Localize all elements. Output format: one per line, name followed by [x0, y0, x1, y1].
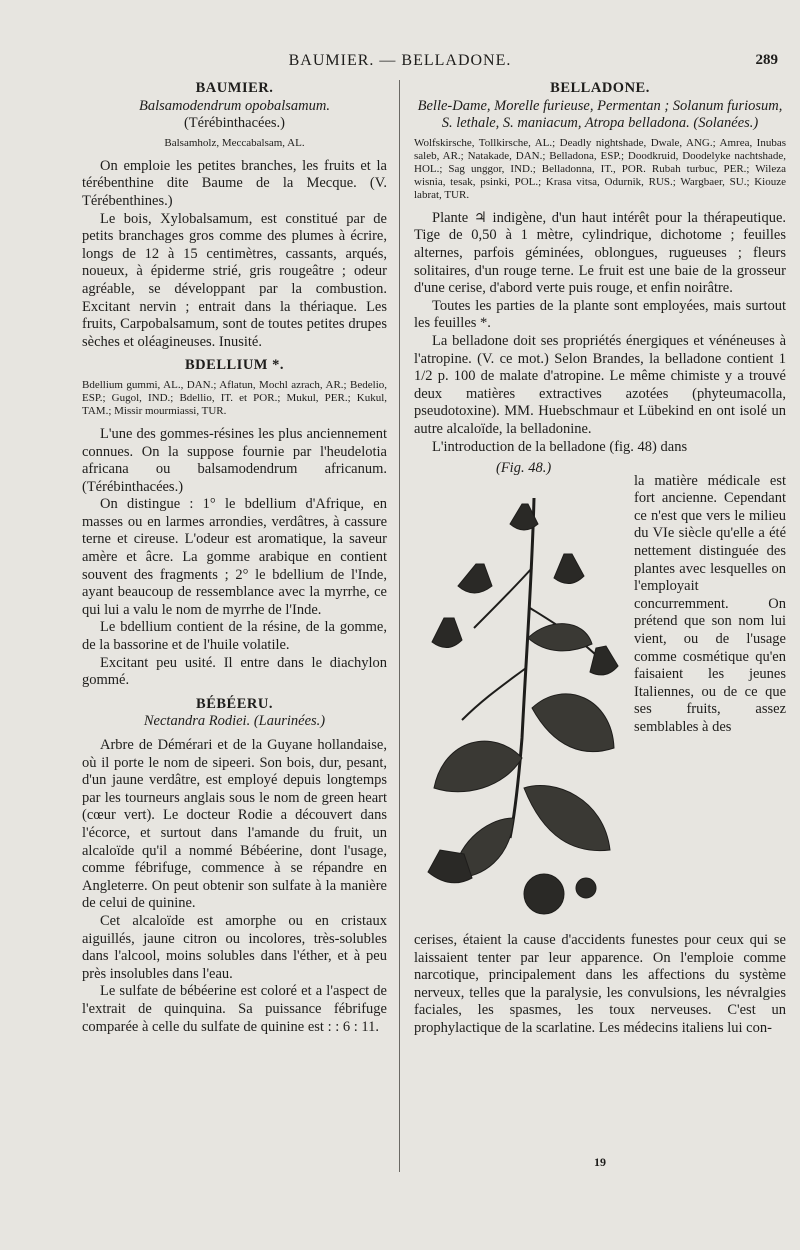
paragraph: La belladone doit ses propriétés énergiques et vénéneuses à l'atropine. (V. ce mot.) Selon Brandes, la belladone contient 1 1/2 p. 100 de malate d'atropine. Le même chimiste y a trouvé deux matières extractives azotées (phyteumacolla, pseudotoxine). MM. Huebschmaur et Lübekind en ont isolé un autre alcaloïde, la belladonine.	[414, 332, 786, 437]
figure-side-text: la matière médicale est fort ancienne. Cependant ce n'est que vers le milieu du VIe siècle qu'elle a été nettement distinguée des plantes avec lesquelles on l'employait concurremment. On prétend que son nom lui vient, ou de l'usage comme cosmétique qu'en faisaient les jeunes Italiennes, ou de ce que ses fruits, assez semblables à des	[634, 472, 786, 735]
foreign-names: Balsamholz, Meccabalsam, AL.	[164, 136, 305, 149]
entry-baumier	[82, 80, 387, 351]
paragraph-lead: L'introduction de la belladone (fig. 48) dans	[432, 438, 688, 455]
paragraph: On distingue : 1° le bdellium d'Afrique, en masses ou en larmes arrondies, verdâtres, à cassure terne et cireuse. L'odeur est aromatique, la saveur amère et âcre. La gomme arabique en contient souvent des fragments ; 2° le bdellium de l'Inde, ayant beaucoup de ressemblance avec la myrrhe, ce qui lui a valu le nom de myrrhe de l'Inde.	[82, 496, 387, 618]
paragraph: Excitant peu usité. Il entre dans le diachylon gommé.	[82, 654, 387, 689]
running-title: BAUMIER. — BELLADONE.	[288, 52, 512, 69]
foreign-names: Wolfskirsche, Tollkirsche, AL.; Deadly nightshade, Dwale, ANG.; Amrea, Inubas saleb, AR.; Natakade, DAN.; Belladona, ESP.; Doodkruid, Doodelyke nachtshade, HOL.; Sag unggor, IND.; Belladonna, IT., POR. Rubah turbuc, PER.; Wileza wisnia, tesak, psinki, POL.; Krasa vitsa, Odurnik, RUS.; Wargbaer, SU.; Kiouze labrat, TUR.	[414, 136, 786, 201]
paragraph: Toutes les parties de la plante sont employées, mais surtout les feuilles *.	[414, 297, 786, 332]
signature-mark: 19	[594, 1155, 606, 1169]
entry-heading: BAUMIER.	[195, 80, 274, 96]
entry-belladone	[414, 80, 786, 1038]
paragraph: L'une des gommes-résines les plus anciennement connues. On la suppose fournie par l'heudelotia africana ou balsamodendrum africanum. (Térébinthacées.)	[82, 425, 387, 495]
page-number: 289	[755, 52, 778, 68]
paragraph: Le sulfate de bébéerine est coloré et a l'aspect de l'extrait de quinquina. Sa puissance fébrifuge comparée à celle du sulfate de quinine est : : 6 : 11.	[82, 983, 387, 1035]
column-divider	[399, 80, 400, 1172]
figure-caption: (Fig. 48.)	[496, 460, 552, 477]
latin-name: Nectandra Rodiei. (Laurinées.)	[143, 713, 326, 730]
paragraph: Le bois, Xylobalsamum, est constitué par de petits branchages gros comme des plumes à écrire, longs de 12 à 15 centimètres, cassants, arqués, noueux, à épiderme strié, gris rougeâtre ; odeur agréable, se développant par la combustion. Excitant nervin ; entrait dans la thériaque. Les fruits, Carpobalsamum, sont de toutes petites drupes sèches et oléagineuses. Inusité.	[82, 210, 387, 350]
entry-heading: BDELLIUM *.	[185, 357, 284, 374]
paragraph: Cet alcaloïde est amorphe ou en cristaux aiguillés, jaune citron ou incolores, très-solubles dans l'alcool, moins solubles dans l'éther, et à peu près insolubles dans l'eau.	[82, 912, 387, 982]
paragraph: Le bdellium contient de la résine, de la gomme, de la bassorine et de l'huile volatile.	[82, 619, 387, 654]
foreign-names: Bdellium gummi, AL., DAN.; Aflatun, Mochl azrach, AR.; Bedelio, ESP.; Gugol, IND.; Bdellio, IT. et POR.; Mukul, PER.; Kukul, TAM.; Missir mourmiassi, TUR.	[82, 378, 387, 417]
paragraph: Plante ♃ indigène, d'un haut intérêt pour la thérapeutique. Tige de 0,50 à 1 mètre, cylindrique, dichotome ; feuilles alternes, parfois géminées, oblongues, rugueuses ; fleurs solitaires, d'un rouge terne. Le fruit est une baie de la grosseur d'une cerise, d'abord verte puis rouge, et enfin noirâtre.	[414, 209, 786, 297]
paragraph: Arbre de Démérari et de la Guyane hollandaise, où il porte le nom de sipeeri. Son bois, dur, pesant, d'un jaune verdâtre, est employé depuis longtemps par les tourneurs anglais sous le nom de green heart (cœur vert). Le docteur Rodie a découvert dans l'écorce, et surtout dans l'amande du fruit, un alcaloïde qu'il a nommé Bébéerine, dont l'usage, comme fébrifuge, commence à se répandre en Angleterre. On peut obtenir son sulfate à la manière de celui de quinine.	[82, 737, 387, 912]
synonyms: Belle-Dame, Morelle furieuse, Permentan ; Solanum furiosum, S. lethale, S. maniacum, Atropa belladona. (Solanées.)	[417, 97, 783, 132]
entry-heading: BELLADONE.	[550, 80, 650, 96]
latin-name: Balsamodendrum opobalsamum.	[139, 97, 330, 114]
paragraph: On emploie les petites branches, les fruits et la térébenthine dite Baume de la Mecque. (V. Térébenthines.)	[82, 157, 387, 209]
figure-48	[414, 458, 786, 932]
belladonna-plant-illustration	[414, 458, 634, 928]
left-column	[82, 80, 387, 1036]
entry-heading: BÉBÉERU.	[196, 695, 273, 712]
entry-bdellium	[82, 357, 387, 690]
paragraph: cerises, étaient la cause d'accidents funestes pour ceux qui se laissaient tenter par leur apparence. On l'emploie comme narcotique, principalement dans les affections du système nerveux, telles que la paralysie, les convulsions, les névralgies faciales, les spasmes, les toux nerveuses. C'est un prophylactique de la scarlatine. Les médecins italiens lui con-	[414, 932, 786, 1037]
right-column	[414, 80, 786, 1038]
running-head	[0, 52, 800, 74]
plant-family: (Térébinthacées.)	[183, 115, 286, 132]
entry-bebeeru	[82, 696, 387, 1036]
